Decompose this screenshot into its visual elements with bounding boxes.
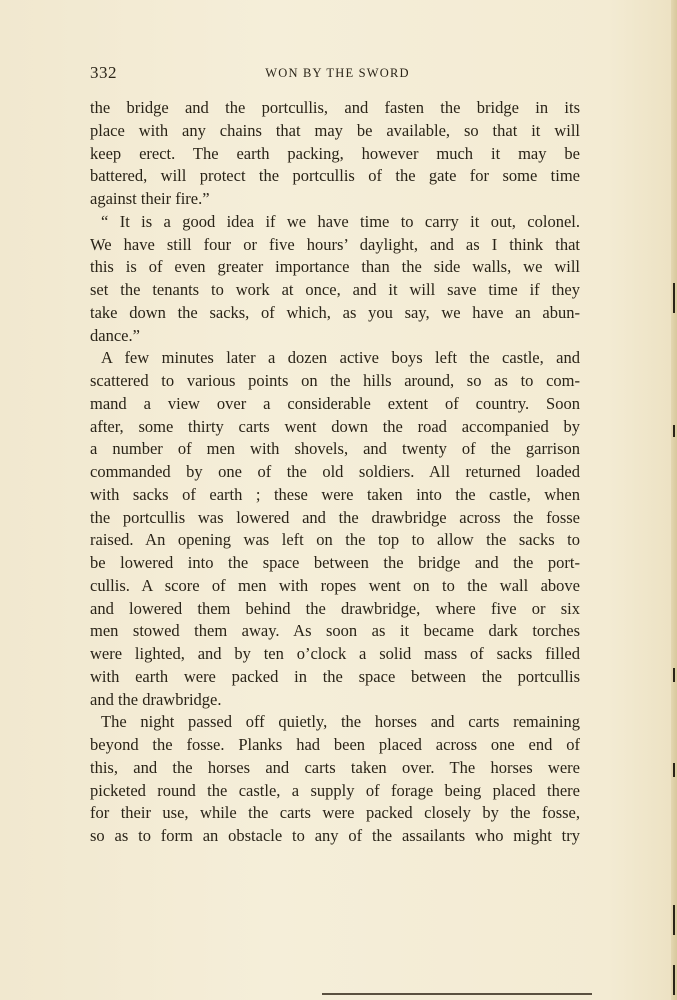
page-header [90,63,585,83]
bottom-edge-mark [322,993,592,995]
running-title: WON BY THE SWORD [265,66,410,80]
text-line: men stowed them away. As soon as it became dark torches [90,621,580,641]
edge-mark [673,668,675,682]
text-line: dance.” [90,325,140,345]
page-number: 332 [90,63,117,82]
text-line: set the tenants to work at once, and it will save time if they [90,280,580,299]
text-line: scattered to various points on the hills around, so as to com- [90,371,580,390]
edge-mark [673,965,675,995]
text-line: and lowered them behind the drawbridge, where five or six [90,598,580,618]
text-line: against their fire.” [90,189,210,208]
edge-mark [673,763,675,777]
edge-mark [673,905,675,935]
text-line: with sacks of earth ; these were taken into the castle, when [90,484,580,504]
page-edge [671,0,677,1000]
text-line: keep erect. The earth packing, however much it may be [90,143,580,163]
text-line: The night passed off quietly, the horses and carts remaining [101,712,580,732]
text-line: after, some thirty carts went down the road accompanied by [90,416,580,436]
text-line: this, and the horses and carts taken over. The horses were [90,757,580,777]
text-line: take down the sacks, of which, as you say, we have an abun- [90,302,580,322]
text-line: so as to form an obstacle to any of the assailants who might try [90,826,580,845]
text-line: were lighted, and by ten o’clock a solid mass of sacks filled [90,644,580,663]
edge-mark [673,425,675,437]
text-line: picketed round the castle, a supply of forage being placed there [90,780,580,800]
text-line: this is of even greater importance than the side walls, we will [90,257,580,277]
edge-mark [673,283,675,313]
text-line: raised. An opening was left on the top to allow the sacks to [90,530,580,550]
text-line: for their use, while the carts were packed closely by the fosse, [90,803,580,823]
text-line: place with any chains that may be available, so that it will [90,120,580,140]
text-line: battered, will protect the portcullis of the gate for some time [90,166,580,186]
text-line: and the drawbridge. [90,689,222,709]
text-line: be lowered into the space between the bridge and the port- [90,553,580,572]
text-line: the portcullis was lowered and the drawbridge across the fosse [90,507,580,527]
text-line: A few minutes later a dozen active boys left the castle, and [101,348,580,368]
text-line: We have still four or five hours’ daylight, and as I think that [90,234,580,254]
text-line: beyond the fosse. Planks had been placed across one end of [90,735,580,754]
text-line: commanded by one of the old soldiers. All returned loaded [90,462,580,481]
text-line: “ It is a good idea if we have time to carry it out, colonel. [101,211,580,231]
text-line: a number of men with shovels, and twenty of the garrison [90,439,580,459]
text-line: with earth were packed in the space between the portcullis [90,666,580,686]
text-line: the bridge and the portcullis, and fasten the bridge in its [90,98,580,117]
text-line: cullis. A score of men with ropes went on to the wall above [90,575,580,595]
body-text [90,97,580,848]
text-line: mand a view over a considerable extent of country. Soon [90,393,580,413]
